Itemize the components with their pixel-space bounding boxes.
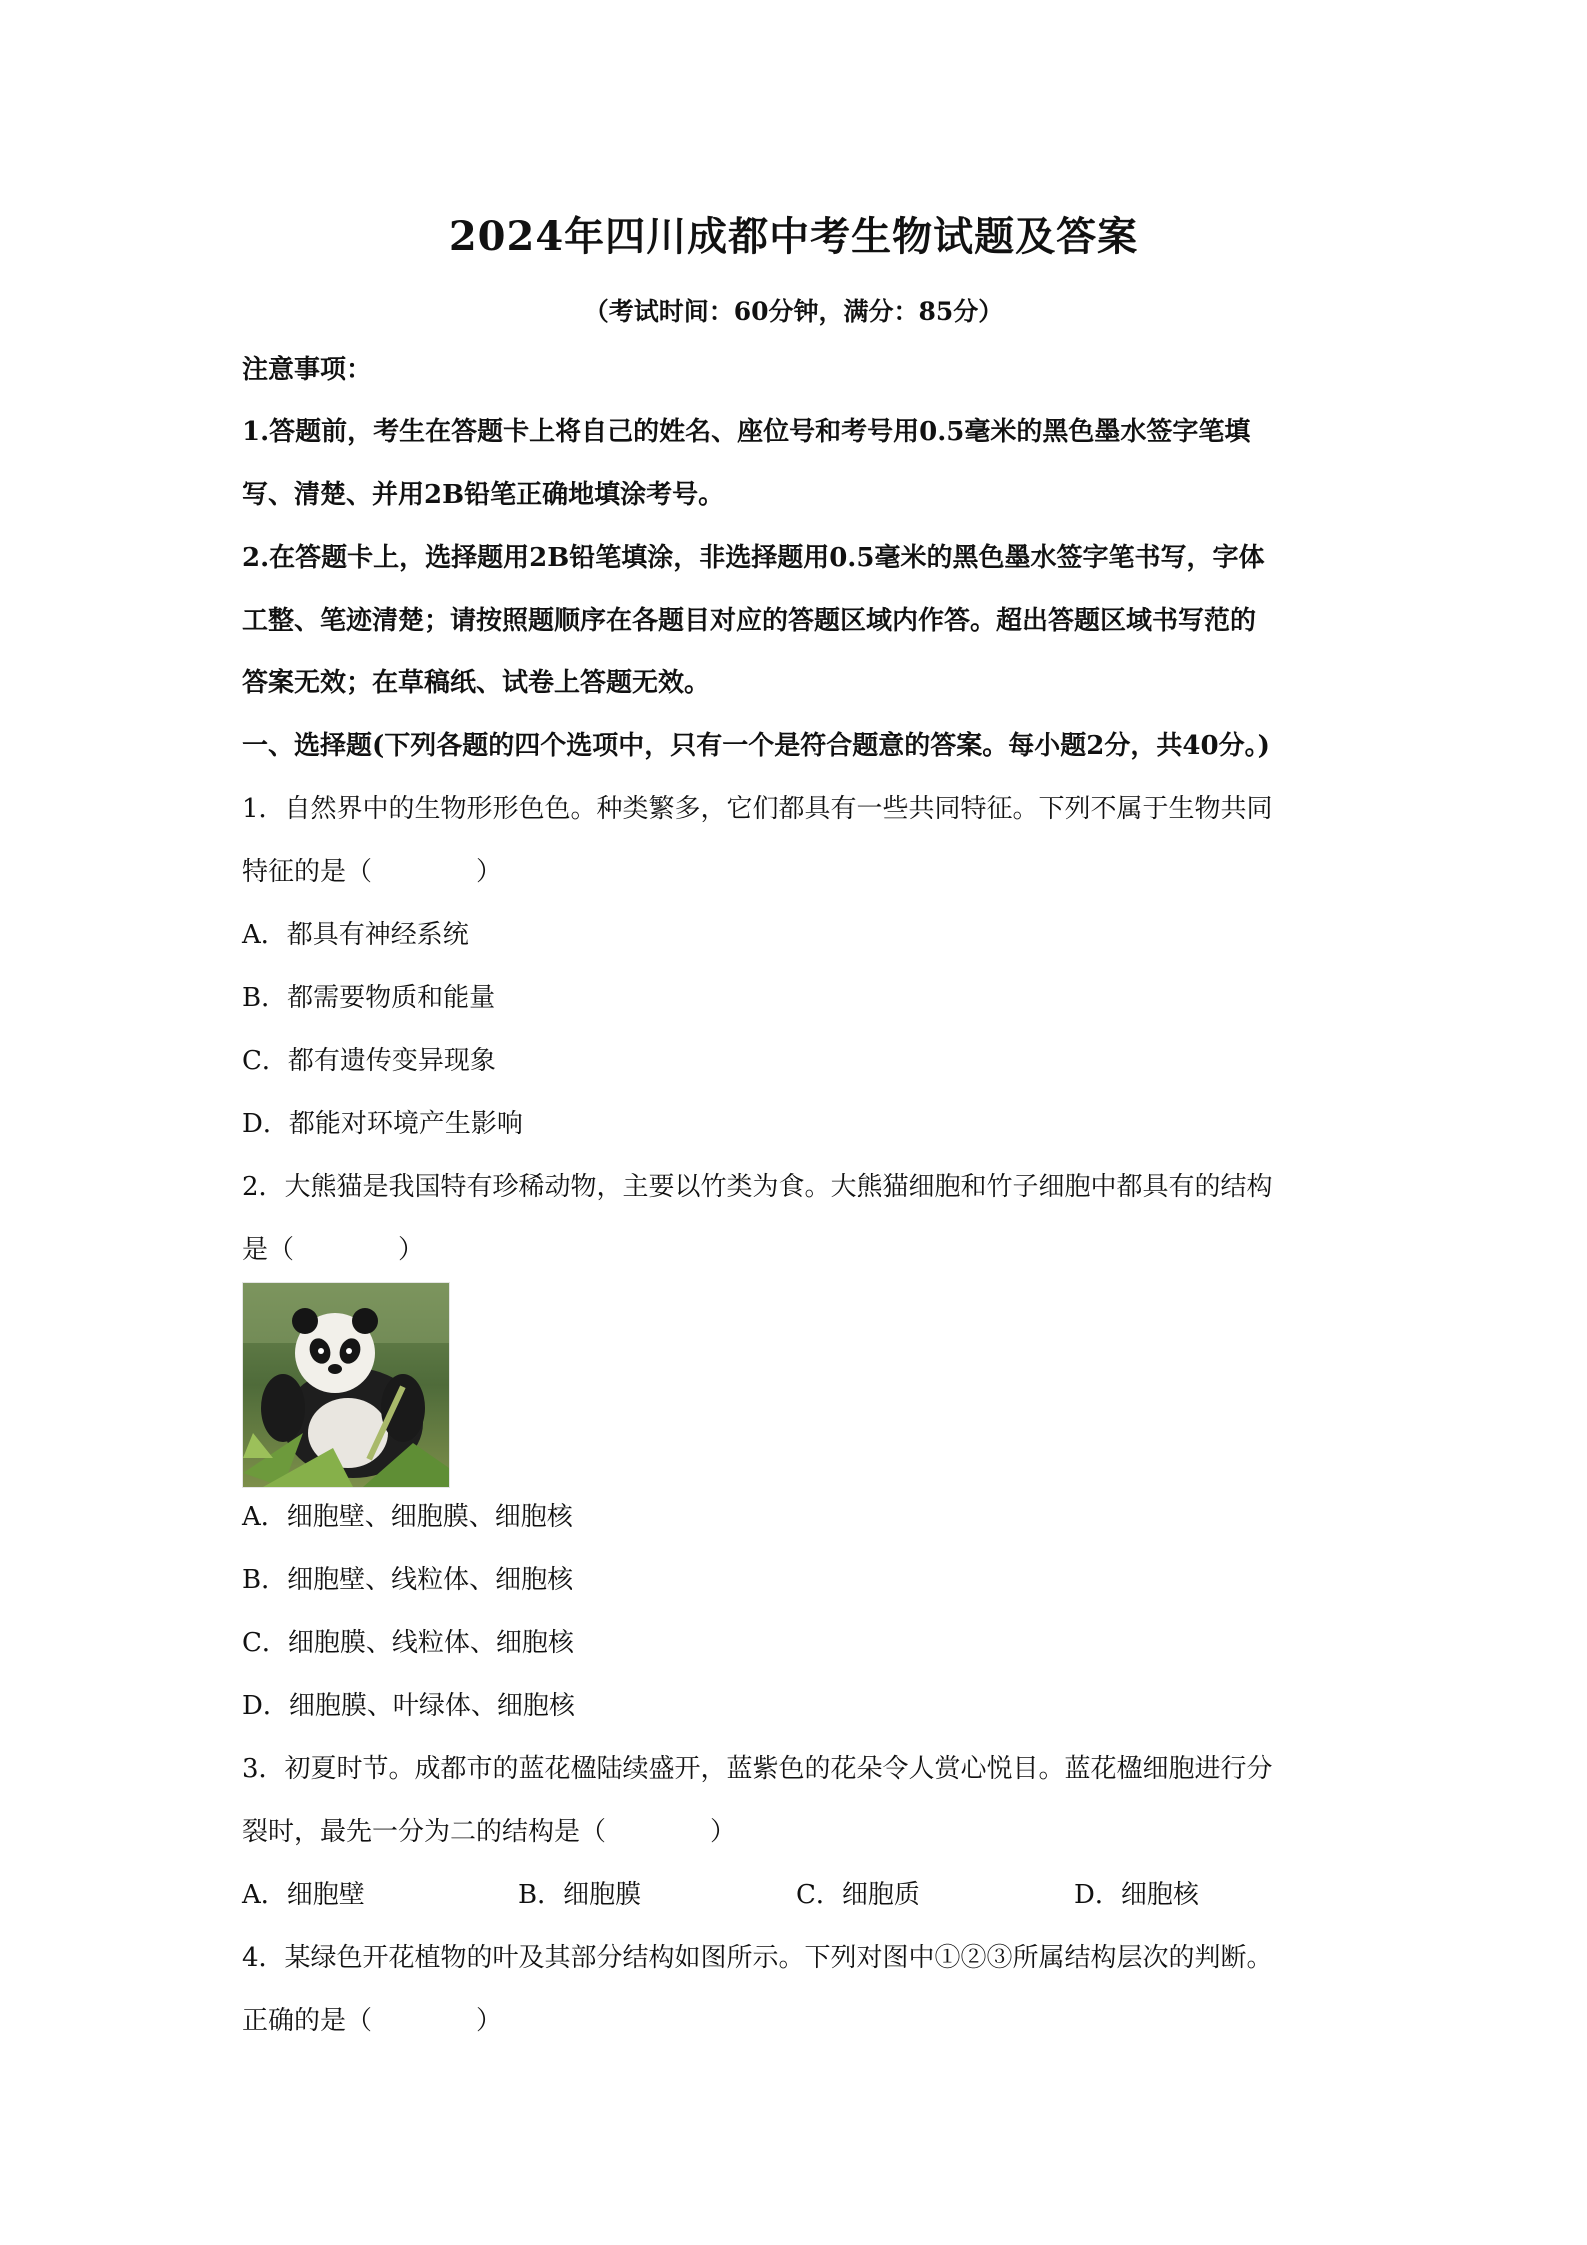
question-1-option-d: D．都能对环境产生影响 bbox=[242, 1109, 523, 1139]
question-2-option-c: C．细胞膜、线粒体、细胞核 bbox=[242, 1628, 574, 1658]
notice-line: 写、清楚、并用2B铅笔正确地填涂考号。 bbox=[242, 480, 725, 510]
page-title: 2024年四川成都中考生物试题及答案 bbox=[448, 213, 1139, 260]
panda-photo bbox=[242, 1282, 450, 1488]
question-3-option-b: B．细胞膜 bbox=[518, 1880, 642, 1910]
question-1-stem: 1．自然界中的生物形形色色。种类繁多，它们都具有一些共同特征。下列不属于生物共同 bbox=[242, 794, 1273, 824]
question-3-option-a: A．细胞壁 bbox=[242, 1880, 365, 1910]
question-1-stem: 特征的是（ ） bbox=[242, 857, 503, 887]
notice-line: 2.在答题卡上，选择题用2B铅笔填涂，非选择题用0.5毫米的黑色墨水签字笔书写，字体 bbox=[242, 543, 1265, 573]
section-heading: 一、选择题(下列各题的四个选项中，只有一个是符合题意的答案。每小题2分，共40分。) bbox=[242, 731, 1270, 761]
question-4-stem: 正确的是（ ） bbox=[242, 2006, 503, 2036]
question-4-stem: 4．某绿色开花植物的叶及其部分结构如图所示。下列对图中①②③所属结构层次的判断。 bbox=[242, 1943, 1273, 1973]
notice-line: 工整、笔迹清楚；请按照题顺序在各题目对应的答题区域内作答。超出答题区域书写范的 bbox=[242, 606, 1257, 636]
question-3-option-c: C．细胞质 bbox=[796, 1880, 920, 1910]
notice-line: 答案无效；在草稿纸、试卷上答题无效。 bbox=[242, 668, 711, 698]
question-1-option-a: A．都具有神经系统 bbox=[242, 920, 469, 950]
notice-line: 1.答题前，考生在答题卡上将自己的姓名、座位号和考号用0.5毫米的黑色墨水签字笔填 bbox=[242, 417, 1251, 447]
question-2-option-b: B．细胞壁、线粒体、细胞核 bbox=[242, 1565, 574, 1595]
exam-info: （考试时间：60分钟，满分：85分） bbox=[583, 297, 1004, 326]
question-3-stem: 3．初夏时节。成都市的蓝花楹陆续盛开，蓝紫色的花朵令人赏心悦目。蓝花楹细胞进行分 bbox=[242, 1754, 1273, 1784]
notice-heading: 注意事项： bbox=[242, 355, 373, 385]
question-2-option-a: A．细胞壁、细胞膜、细胞核 bbox=[242, 1502, 573, 1532]
question-1-option-b: B．都需要物质和能量 bbox=[242, 983, 496, 1013]
question-3-options bbox=[242, 1878, 1352, 1912]
question-3-option-d: D．细胞核 bbox=[1074, 1880, 1199, 1910]
question-3-stem: 裂时，最先一分为二的结构是（ ） bbox=[242, 1817, 737, 1847]
question-2-stem: 2．大熊猫是我国特有珍稀动物，主要以竹类为食。大熊猫细胞和竹子细胞中都具有的结构 bbox=[242, 1172, 1273, 1202]
panda-illustration bbox=[243, 1283, 449, 1487]
question-1-option-c: C．都有遗传变异现象 bbox=[242, 1046, 496, 1076]
question-2-option-d: D．细胞膜、叶绿体、细胞核 bbox=[242, 1691, 575, 1721]
question-2-stem: 是（ ） bbox=[242, 1235, 425, 1265]
